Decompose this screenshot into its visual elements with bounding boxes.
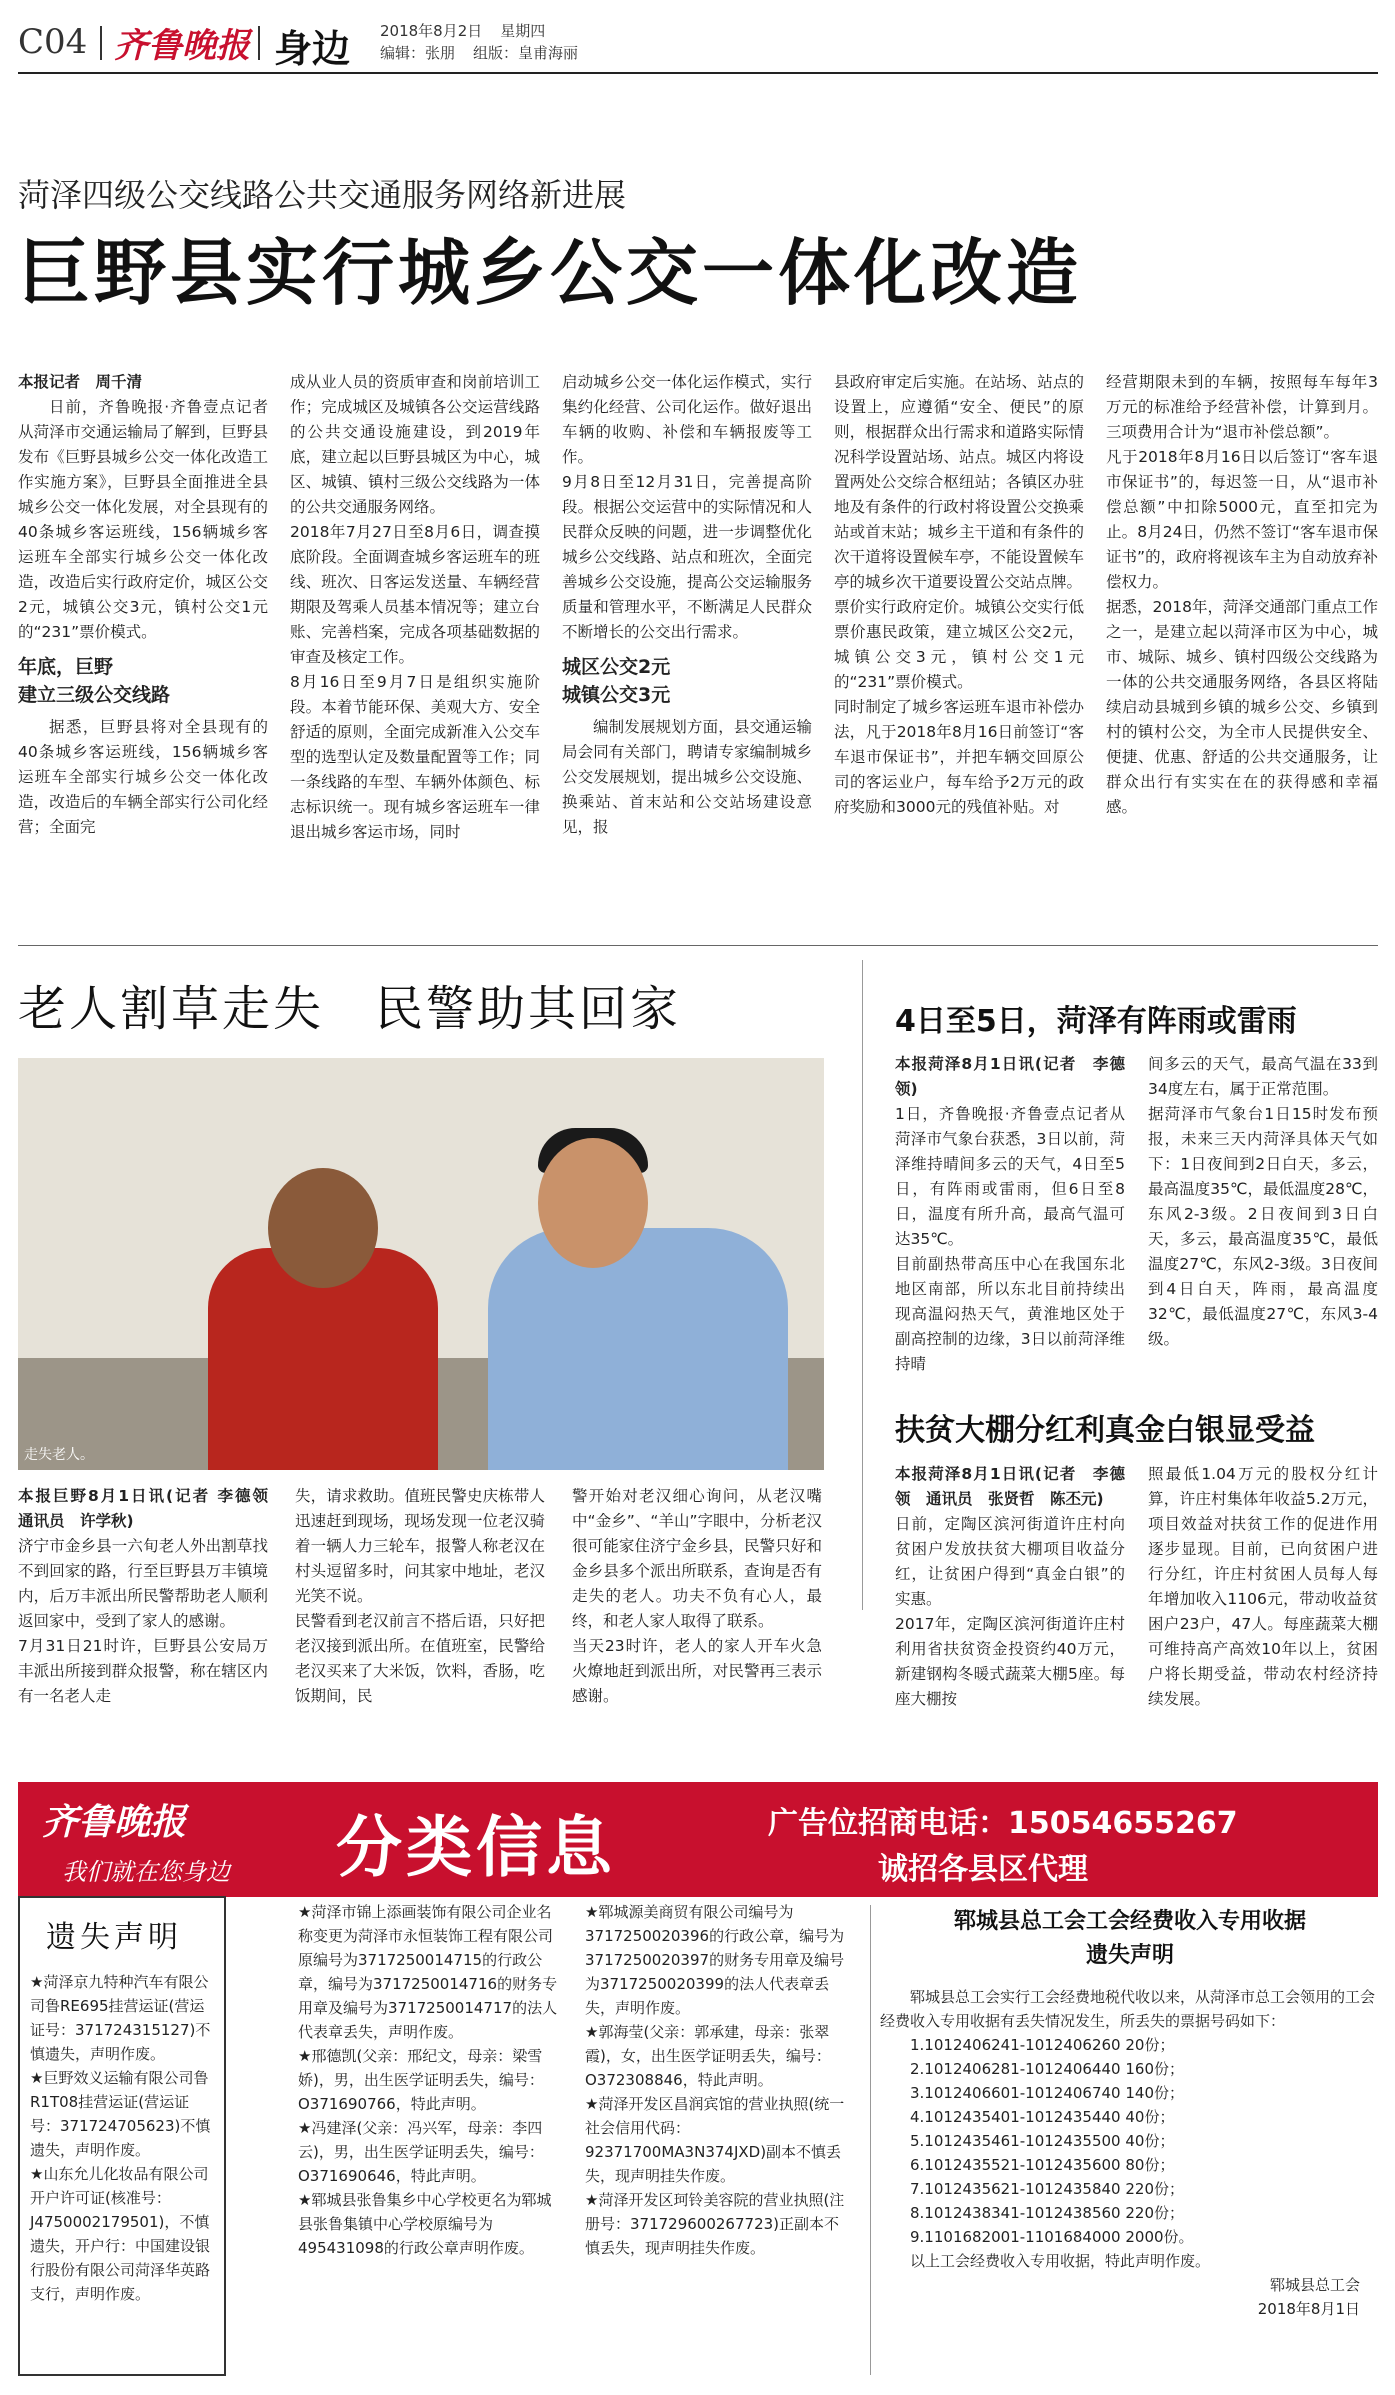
section-name: 身边 [274,27,351,71]
banner-logo: 齐鲁晚报 [42,1801,187,1843]
receipt-item: 9.1101682001-1101684000 2000份。 [910,2228,1194,2246]
header-rule [18,72,1378,74]
photo-caption: 走失老人。 [24,1447,94,1463]
weather-byline: 本报菏泽8月1日讯(记者 李德领) [895,1055,1125,1098]
banner-title: 分类信息 [336,1809,616,1886]
receipt-item: 3.1012406601-1012406740 140份； [910,2084,1184,2102]
lead-column-5: 经营期限未到的车辆，按照每车每年3万元的标准给予经营补偿，计算到月。三项费用合计为“退市补偿总额”。 凡于2018年8月16日以后签订“客车退市保证书”的，每迟签一日，从“退市补偿总额”中扣除5000元，直至扣完为止。8月24日，仍然不签订“客车退市保证书”的，政府将视该车主为自动放弃补偿权力。 据悉，2018年，菏泽交通部门重点工作之一，是建立起以菏泽市区为中心，城市、城际、城乡、镇村四级公交线路为一体的公共交通服务网络，各县区将陆续启动县城到乡镇的城乡公交、乡镇到村的镇村公交，为全市人民提供安全、便捷、优惠、舒适的公共交通服务，让群众出行有实实在在的获得感和幸福感。 [1106,373,1378,816]
receipt-item: 5.1012435461-1012435500 40份； [910,2132,1175,2150]
weekday: 星期四 [500,22,546,40]
lead-paragraph: 据悉，巨野县将对全县现有的40条城乡客运班线，156辆城乡客运班车全部实行城乡公交一体化改造，改造后的车辆全部实行公司化经营；全面完 [18,718,268,836]
poverty-headline: 扶贫大棚分红利真金白银显受益 [895,1413,1315,1448]
banner-slogan: 我们就在您身边 [62,1858,230,1886]
lead-paragraph: 编制发展规划方面，县交通运输局会同有关部门，聘请专家编制城乡公交发展规划，提出城乡公交设施、换乘站、首末站和公交站场建设意见，报 [562,718,812,836]
poverty-column-2: 照最低1.04万元的股权分红计算，许庄村集体年收益5.2万元，项目效益对扶贫工作的促进作用逐步显现。目前，已向贫困户进行分红，许庄村贫困人员每人每年增加收入1106元，带动收益贫困户23户，47人。每座蔬菜大棚可维持高产高效10年以上，贫困户将长期受益，带动农村经济持续发展。 [1148,1465,1378,1708]
column-divider [862,960,863,1610]
news-photo [18,1058,824,1470]
lost-notice-column-3: ★郓城源美商贸有限公司编号为3717250020396的行政公章，编号为3717250020397的财务专用章及编号为3717250020399的法人代表章丢失，声明作废。 ★郭海莹(父亲：郭承建，母亲：张翠霞)，女，出生医学证明丢失，编号：O372308846，特此声明。 ★菏泽开发区昌润宾馆的营业执照(统一社会信用代码：92371700MA3N374JXD)副本不慎丢失，现声明挂失作废。 ★菏泽开发区珂铃美容院的营业执照(注册号：371729600267723)正副本不慎丢失，现声明挂失作废。 [585,1903,845,2257]
lost-notice-box [18,1896,226,2376]
header-meta [380,20,596,64]
lead-paragraph: 启动城乡公交一体化运作模式，实行集约化经营、公司化运作。做好退出车辆的收购、补偿和车辆报废等工作。 9月8日至12月31日，完善提高阶段。根据公交运营中的实际情况和人民群众反映的问题，进一步调整优化城乡公交线路、站点和班次，全面完善城乡公交设施，提高公交运输服务质量和管理水平，不断满足人民群众不断增长的公交出行需求。 [562,373,812,641]
receipt-item: 4.1012435401-1012435440 40份； [910,2108,1175,2126]
column-divider [870,1905,871,2375]
police-officer-figure [488,1228,788,1470]
union-notice [880,1905,1380,2375]
story2-paragraph: 济宁市金乡县一六旬老人外出割草找不到回家的路，行至巨野县万丰镇境内，后万丰派出所民警帮助老人顺利返回家中，受到了家人的感谢。 7月31日21时许，巨野县公安局万丰派出所接到群众报警，称在辖区内有一名老人走 [18,1537,268,1705]
editor: 编辑：张朋 [380,44,456,62]
divider [100,26,102,60]
union-notice-intro: 郓城县总工会实行工会经费地税代收以来，从菏泽市总工会领用的工会经费收入专用收据有丢失情况发生，所丢失的票据号码如下： [880,1988,1376,2030]
lead-kicker: 菏泽四级公交线路公共交通服务网络新进展 [18,176,627,214]
weather-column-2: 间多云的天气，最高气温在33到34度左右，属于正常范围。 据菏泽市气象台1日15时发布预报，未来三天内菏泽具体天气如下：1日夜间到2日白天，多云，最高温度35℃，最低温度28℃，东风2-3级。2日夜间到3日白天，多云，最高温度35℃，最低温度27℃，东风2-3级。3日夜间到4日白天，阵雨，最高温度32℃，最低温度27℃，东风3-4级。 [1148,1055,1378,1348]
lead-subhead-1: 年底，巨野 建立三级公交线路 [18,656,171,706]
union-notice-outro: 以上工会经费收入专用收据，特此声明作废。 [910,2252,1211,2270]
receipt-item: 6.1012435521-1012435600 80份； [910,2156,1175,2174]
weather-column-1 [895,1052,1125,1373]
lead-column-1 [18,370,268,890]
classified-banner [18,1782,1378,1897]
paper-logo: 齐鲁晚报 [114,26,250,66]
weather-paragraph: 1日，齐鲁晚报·齐鲁壹点记者从菏泽市气象台获悉，3日以前，菏泽维持晴间多云的天气，4日至5日，有阵雨或雷雨，但6日至8日，温度有所升高，最高气温可达35℃。 目前副热带高压中心在我国东北地区南部，所以东北目前持续出现高温闷热天气，黄淮地区处于副高控制的边缘，3日以前菏泽维持晴 [895,1105,1125,1373]
page-header [0,0,1395,78]
lead-column-2: 成从业人员的资质审查和岗前培训工作；完成城区及城镇各公交运营线路的公共交通设施建设，到2019年底，建立起以巨野县城区为中心，城区、城镇、镇村三级公交线路为一体的公共交通服务网络。 2018年7月27日至8月6日，调查摸底阶段。全面调查城乡客运班车的班线、班次、日客运发送量、车辆经营期限及驾乘人员基本情况等；建立台账、完善档案，完成各项基础数据的审查及核定工作。 8月16日至9月7日是组织实施阶段。本着节能环保、美观大方、安全舒适的原则，全面完成新准入公交车型的选型认定及数量配置等工作；同一条线路的车型、车辆外体颜色、标志标识统一。现有城乡客运班车一律退出城乡客运市场，同时 [290,373,540,841]
lead-column-4: 县政府审定后实施。在站场、站点的设置上，应遵循“安全、便民”的原则，根据群众出行需求和道路实际情况科学设置站场、站点。城区内将设置两处公交综合枢纽站；各镇区办驻地及有条件的行政村将设置公交换乘站或首末站；城乡主干道和有条件的次干道将设置候车亭，不能设置候车亭的城乡次干道要设置公交站点牌。 票价实行政府定价。城镇公交实行低票价惠民政策，建立城区公交2元，城镇公交3元，镇村公交1元的“231”票价模式。 同时制定了城乡客运班车退市补偿办法，凡于2018年8月16日前签订“客车退市保证书”，并把车辆交回原公司的客运业户，每车给予2万元的政府奖励和3000元的残值补贴。对 [834,373,1084,816]
story2-headline: 老人割草走失 民警助其回家 [18,981,682,1037]
poverty-paragraph: 日前，定陶区滨河街道许庄村向贫困户发放扶贫大棚项目收益分红，让贫困户得到“真金白银”的实惠。 2017年，定陶区滨河街道许庄村利用省扶贫资金投资约40万元，新建钢构冬暖式蔬菜大棚5座。每座大棚按 [895,1515,1125,1708]
receipt-item: 8.1012438341-1012438560 220份； [910,2204,1184,2222]
receipt-list [880,2033,1380,2249]
receipt-item: 2.1012406281-1012406440 160份； [910,2060,1184,2078]
weather-headline: 4日至5日，菏泽有阵雨或雷雨 [895,1004,1297,1039]
divider [258,26,260,60]
section-divider [18,945,1378,946]
page-number: C04 [18,22,88,62]
story2-byline: 本报巨野8月1日讯(记者 李德领 通讯员 许学秋) [18,1487,284,1530]
receipt-item: 1.1012406241-1012406260 20份； [910,2036,1175,2054]
lead-subhead-2: 城区公交2元 城镇公交3元 [562,656,671,706]
lead-column-3 [562,370,812,890]
lost-notice-column-1: ★菏泽京九特种汽车有限公司鲁RE695挂营运证(营运证号：371724315127)不慎遗失，声明作废。 ★巨野效义运输有限公司鲁R1T08挂营运证(营运证号：371724705623)不慎遗失，声明作废。 ★山东允儿化妆品有限公司开户许可证(核准号：J4750002179501)，不慎遗失，开户行：中国建设银行股份有限公司菏泽华英路支行，声明作废。 [30,1973,211,2303]
lost-notice-title: 遗失声明 [46,1920,182,1955]
date: 2018年8月2日 [380,22,483,40]
union-notice-signature: 郓城县总工会 [1269,2276,1360,2294]
lead-paragraph: 日前，齐鲁晚报·齐鲁壹点记者从菏泽市交通运输局了解到，巨野县发布《巨野县城乡公交一体化改造工作实施方案》，巨野县全面推进全县城乡公交一体化发展，对全县现有的40条城乡客运班线，156辆城乡客运班车全部实行城乡公交一体化改造，改造后实行政府定价，城区公交2元，城镇公交3元，镇村公交1元的“231”票价模式。 [18,398,268,641]
lead-headline: 巨野县实行城乡公交一体化改造 [18,231,1083,315]
story2-column-3: 警开始对老汉细心询问，从老汉嘴中“金乡”、“羊山”字眼中，分析老汉很可能家住济宁金乡县，民警只好和金乡县多个派出所联系，查询是否有走失的老人。功夫不负有心人，最终，和老人家人取得了联系。 当天23时许，老人的家人开车火急火燎地赶到派出所，对民警再三表示感谢。 [572,1487,822,1705]
story2-column-2: 失，请求救助。值班民警史庆栋带人迅速赶到现场，现场发现一位老汉骑着一辆人力三轮车，报警人称老汉在村头逗留多时，问其家中地址，老汉光笑不说。 民警看到老汉前言不搭后语，只好把老汉接到派出所。在值班室，民警给老汉买来了大米饭，饮料，香肠，吃饭期间，民 [295,1487,545,1705]
receipt-item: 7.1012435621-1012435840 220份； [910,2180,1184,2198]
banner-phone: 广告位招商电话：15054655267 [768,1806,1238,1841]
lead-byline: 本报记者 周千清 [18,373,143,391]
story2-column-1 [18,1484,284,1764]
banner-recruit: 诚招各县区代理 [878,1852,1088,1887]
poverty-byline: 本报菏泽8月1日讯(记者 李德领 通讯员 张贤哲 陈丕元) [895,1465,1125,1508]
lost-notice-column-2: ★菏泽市锦上添画装饰有限公司企业名称变更为菏泽市永恒装饰工程有限公司原编号为3717250014715的行政公章，编号为3717250014716的财务专用章及编号为3717250014717的法人代表章丢失，声明作废。 ★邢德凯(父亲：邢纪文，母亲：梁雪娇)，男，出生医学证明丢失，编号：O371690766，特此声明。 ★冯建泽(父亲：冯兴军，母亲：李四云)，男，出生医学证明丢失，编号：O371690646，特此声明。 ★郓城县张鲁集乡中心学校更名为郓城县张鲁集镇中心学校原编号为495431098的行政公章声明作废。 [298,1903,558,2257]
layout-editor: 组版：皇甫海丽 [473,44,579,62]
union-notice-title: 郓城县总工会工会经费收入专用收据 遗失声明 [953,1909,1306,1968]
poverty-column-1 [895,1462,1125,1762]
union-notice-date: 2018年8月1日 [1257,2300,1360,2318]
